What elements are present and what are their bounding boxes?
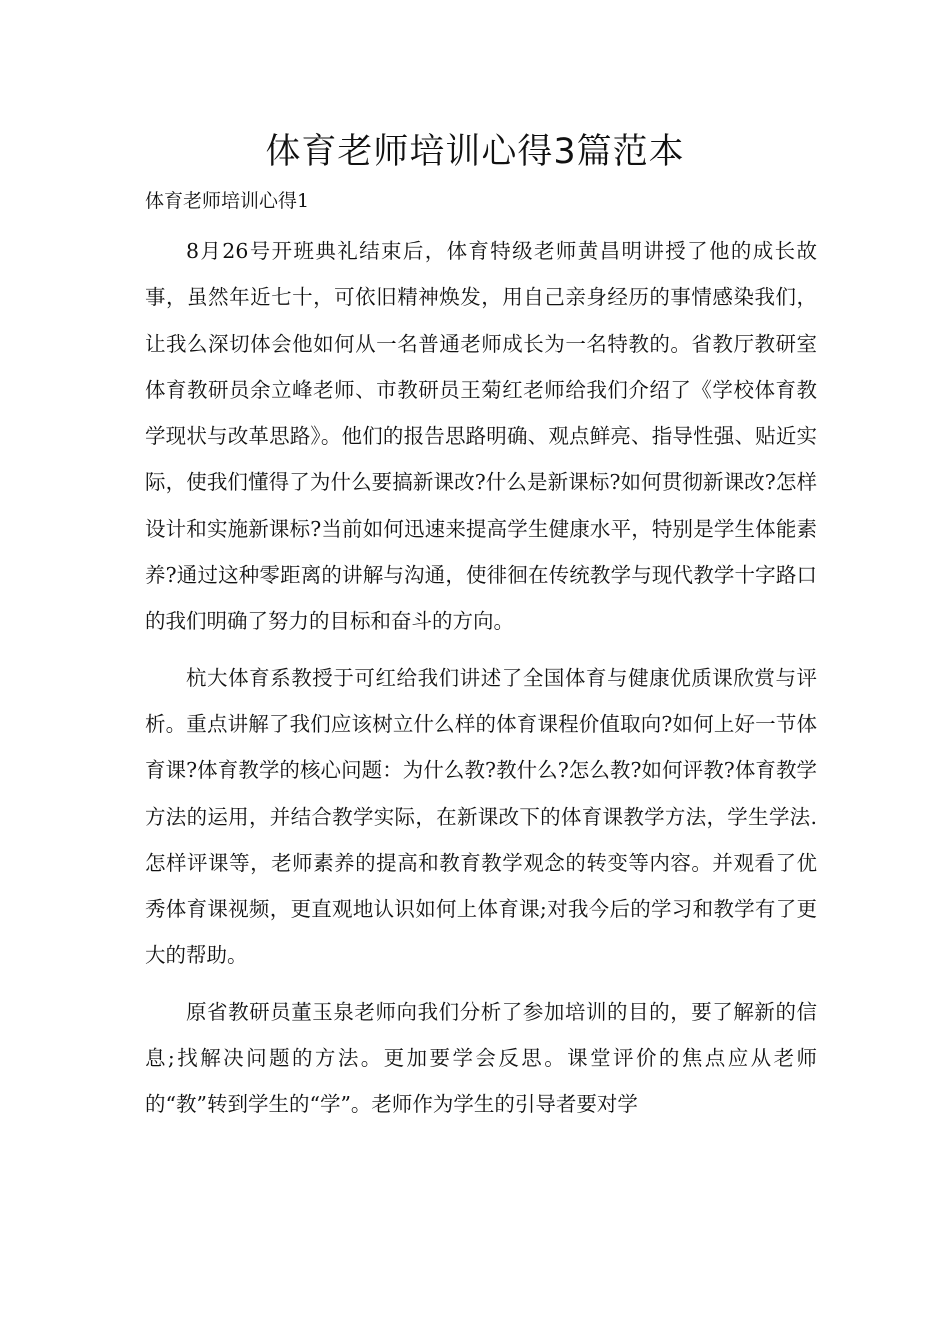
document-title: 体育老师培训心得3篇范本 <box>265 132 685 172</box>
paragraph-3: 原省教研员董玉泉老师向我们分析了参加培训的目的，要了解新的信息;找解决问题的方法。更加要学会反思。课堂评价的焦点应从老师的“教”转到学生的“学”。老师作为学生的引导者要对学 <box>145 999 817 1117</box>
body-text <box>145 228 817 1138</box>
paragraph-1: 8月26号开班典礼结束后，体育特级老师黄昌明讲授了他的成长故事，虽然年近七十，可依旧精神焕发，用自己亲身经历的事情感染我们，让我么深切体会他如何从一名普通老师成长为一名特教的。省教厅教研室体育教研员余立峰老师、市教研员王菊红老师给我们介绍了《学校体育教学现状与改革思路》。他们的报告思路明确、观点鲜亮、指导性强、贴近实际，使我们懂得了为什么要搞新课改?什么是新课标?如何贯彻新课改?怎样设计和实施新课标?当前如何迅速来提高学生健康水平，特别是学生体能素养?通过这种零距离的讲解与沟通，使徘徊在传统教学与现代教学十字路口的我们明确了努力的目标和奋斗的方向。 <box>145 239 817 634</box>
section-heading: 体育老师培训心得1 <box>145 190 310 212</box>
paragraph-2: 杭大体育系教授于可红给我们讲述了全国体育与健康优质课欣赏与评析。重点讲解了我们应该树立什么样的体育课程价值取向?如何上好一节体育课?体育教学的核心问题：为什么教?教什么?怎么教?如何评教?体育教学方法的运用，并结合教学实际，在新课改下的体育课教学方法，学生学法.怎样评课等，老师素养的提高和教育教学观念的转变等内容。并观看了优秀体育课视频，更直观地认识如何上体育课;对我今后的学习和教学有了更大的帮助。 <box>145 665 817 968</box>
